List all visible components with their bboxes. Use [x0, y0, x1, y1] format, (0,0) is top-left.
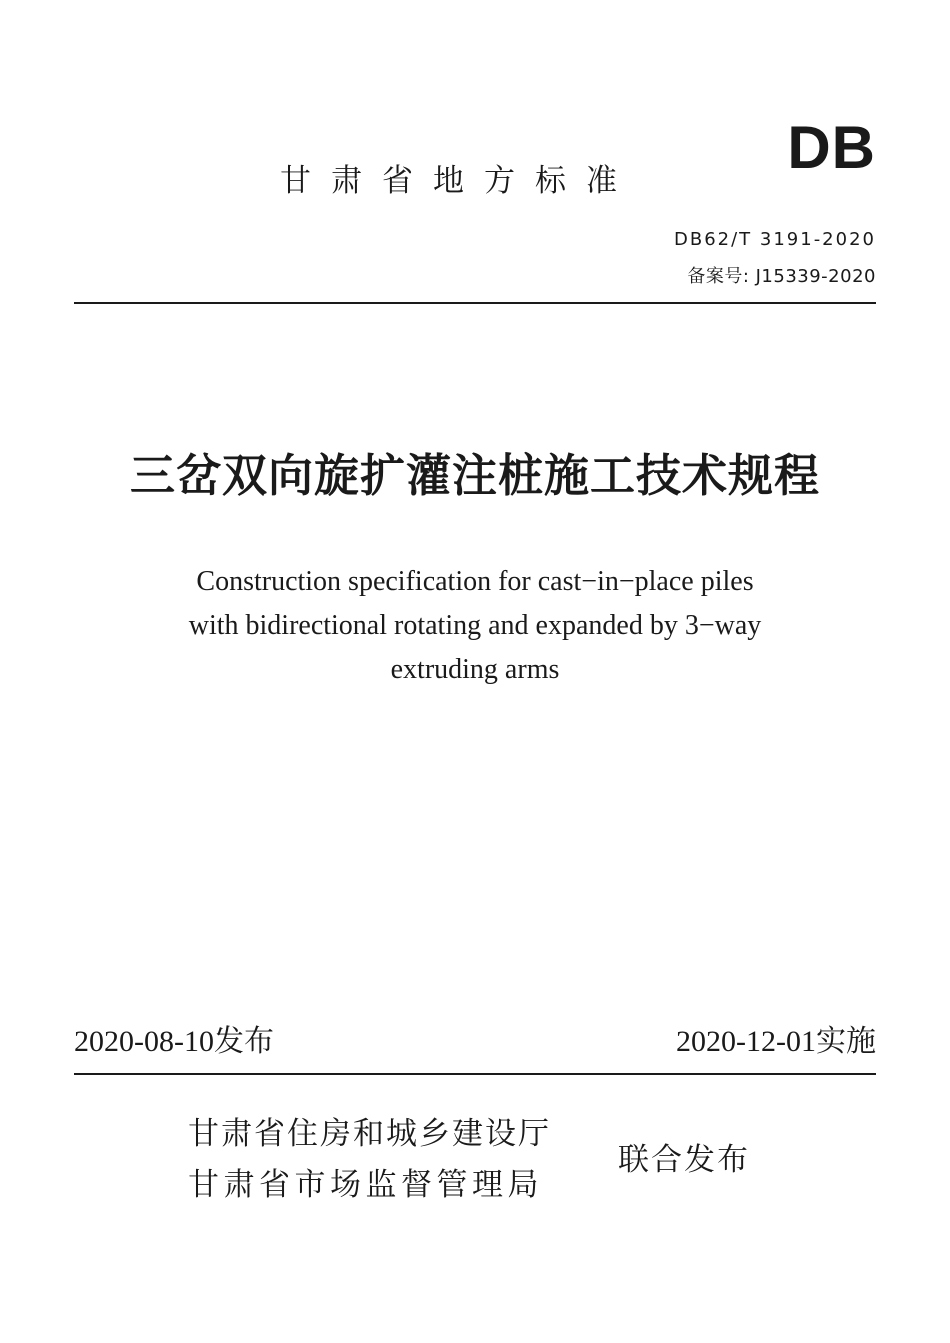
joint-release-label: 联合发布 [618, 1142, 750, 1178]
standard-type: 甘肃省地方标准 [280, 163, 637, 199]
title-chinese: 三岔双向旋扩灌注桩施工技术规程 [129, 449, 820, 502]
db-logo: DB [787, 114, 876, 181]
record-number: 备案号: J15339-2020 [687, 266, 876, 287]
issuer-housing-department: 甘肃省住房和城乡建设厅 [188, 1116, 551, 1152]
bottom-divider [74, 1073, 876, 1075]
publish-date: 2020-08-10发布 [74, 1025, 274, 1058]
top-divider [74, 302, 876, 304]
title-english-line-3: extruding arms [390, 654, 560, 685]
issuer-market-regulation: 甘肃省市场监督管理局 [188, 1167, 543, 1203]
title-english-line-1: Construction specification for cast−in−place piles [196, 566, 754, 597]
standard-number: DB62/T 3191-2020 [673, 229, 876, 250]
title-english [100, 560, 850, 692]
implement-date: 2020-12-01实施 [676, 1025, 876, 1058]
title-english-line-2: with bidirectional rotating and expanded by 3−way [188, 610, 762, 641]
